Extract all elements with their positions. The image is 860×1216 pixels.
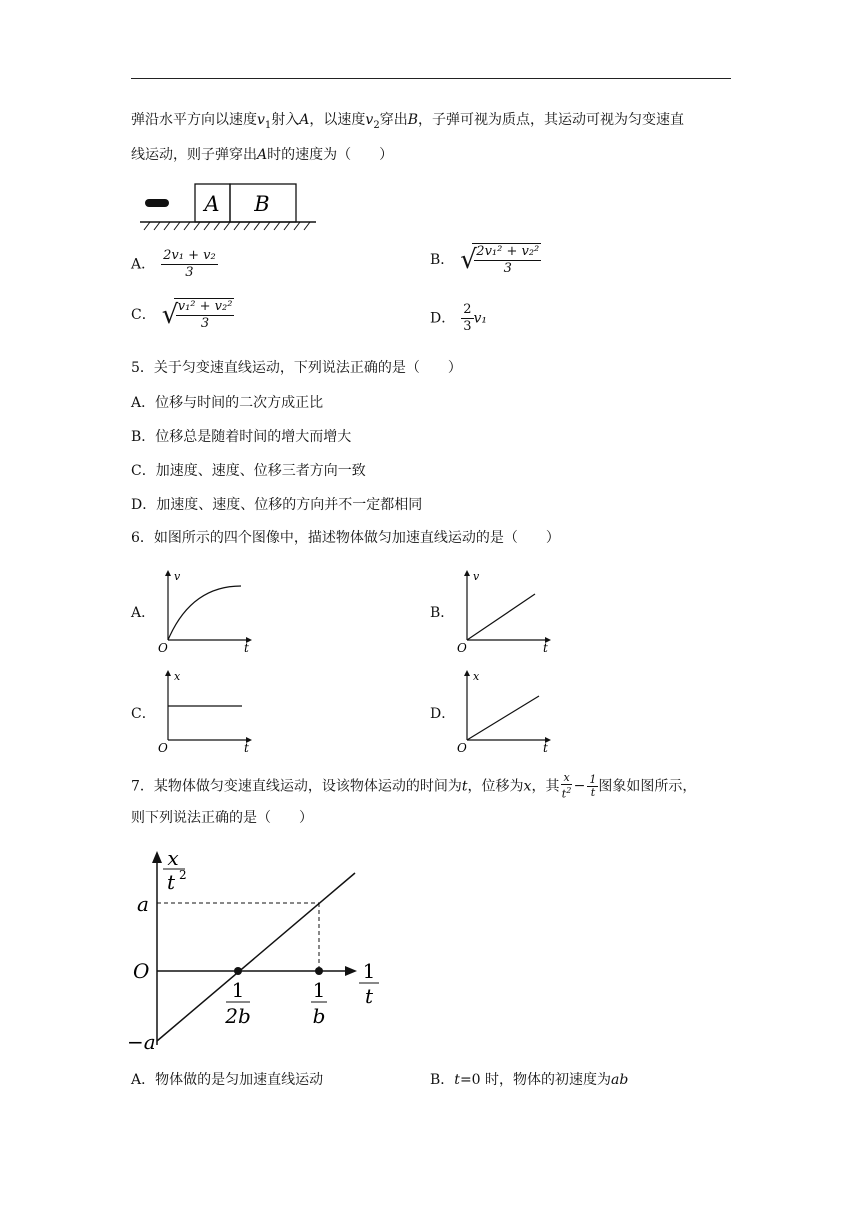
svg-text:v: v <box>174 570 181 583</box>
q5-option-d: D．加速度、速度、位移的方向并不一定都相同 <box>131 497 423 513</box>
svg-text:t: t <box>543 641 548 654</box>
svg-text:O: O <box>457 641 467 654</box>
bullet <box>145 199 169 207</box>
q6-graph-d <box>455 668 555 754</box>
svg-text:O: O <box>457 741 467 754</box>
q7-stem-line2: 则下列说法正确的是（ ） <box>131 810 313 826</box>
q6-stem: 6．如图所示的四个图像中，描述物体做匀加速直线运动的是（ ） <box>131 530 560 546</box>
q4-line1: 弹沿水平方向以速度$v_1$射入A，以速度$v_2$穿出B，子弹可视为质点，其运动可视为匀变速直 <box>131 112 685 131</box>
svg-text:b: b <box>312 1004 326 1028</box>
q7-stem-line1: 7．某物体做匀变速直线运动，设该物体运动的时间为t，位移为x，其 $\frac{x}{t^2}$ − $\frac{1}{t}$ 图象如图所示， <box>131 771 697 801</box>
q4-option-a: A． $\frac{\text{2v₁ + v₂}}{3}$ <box>131 248 216 280</box>
ground-hatching <box>144 222 310 230</box>
svg-text:2b: 2b <box>225 1004 251 1028</box>
svg-text:O: O <box>158 641 168 654</box>
q6-option-b-label: B． <box>430 605 455 621</box>
svg-text:t: t <box>166 870 176 894</box>
q6-option-d-label: D． <box>430 706 456 722</box>
q6-option-a-label: A． <box>131 605 156 621</box>
svg-text:1: 1 <box>231 978 245 1002</box>
q6-graph-c <box>156 668 256 754</box>
q5-option-b: B．位移总是随着时间的增大而增大 <box>131 429 352 445</box>
q5-stem: 5．关于匀变速直线运动，下列说法正确的是（ ） <box>131 360 462 376</box>
svg-text:t: t <box>244 741 249 754</box>
q4-option-c: C． √ $\frac{\text{v₁² + v₂²}}{3}$ <box>131 299 233 331</box>
q7-graph <box>125 845 395 1055</box>
q4-line2: 线运动，则子弹穿出A时的速度为（ ） <box>131 147 394 163</box>
q7-option-a: A．物体做的是匀加速直线运动 <box>131 1072 324 1088</box>
q4-option-b: B． √ $\frac{\text{2v₁² + v₂²}}{3}$ <box>430 244 540 276</box>
svg-text:2: 2 <box>179 868 187 882</box>
svg-text:a: a <box>137 892 149 916</box>
svg-text:x: x <box>174 670 181 683</box>
header-rule <box>131 78 731 79</box>
svg-text:t: t <box>543 741 548 754</box>
svg-text:x: x <box>167 846 179 870</box>
q4-option-d: D． $\frac{2}{3}$ v₁ <box>430 302 488 334</box>
q6-option-c-label: C． <box>131 706 156 722</box>
q6-graph-b <box>455 568 555 654</box>
svg-text:O: O <box>133 959 150 983</box>
svg-text:x: x <box>473 670 480 683</box>
svg-text:−a: −a <box>127 1030 156 1054</box>
svg-text:1: 1 <box>312 978 326 1002</box>
svg-text:v: v <box>473 570 480 583</box>
bullet-blocks-diagram <box>140 178 320 234</box>
svg-text:t: t <box>244 641 249 654</box>
svg-text:O: O <box>158 741 168 754</box>
q5-option-c: C．加速度、速度、位移三者方向一致 <box>131 463 366 479</box>
svg-text:1: 1 <box>362 959 376 983</box>
block-a-label: A <box>204 192 220 216</box>
svg-text:t: t <box>364 984 374 1008</box>
block-b-label: B <box>254 192 270 216</box>
q7-option-b: B．t=0 时，物体的初速度为ab <box>430 1072 629 1088</box>
q5-option-a: A．位移与时间的二次方成正比 <box>131 395 324 411</box>
q6-graph-a <box>156 568 256 654</box>
